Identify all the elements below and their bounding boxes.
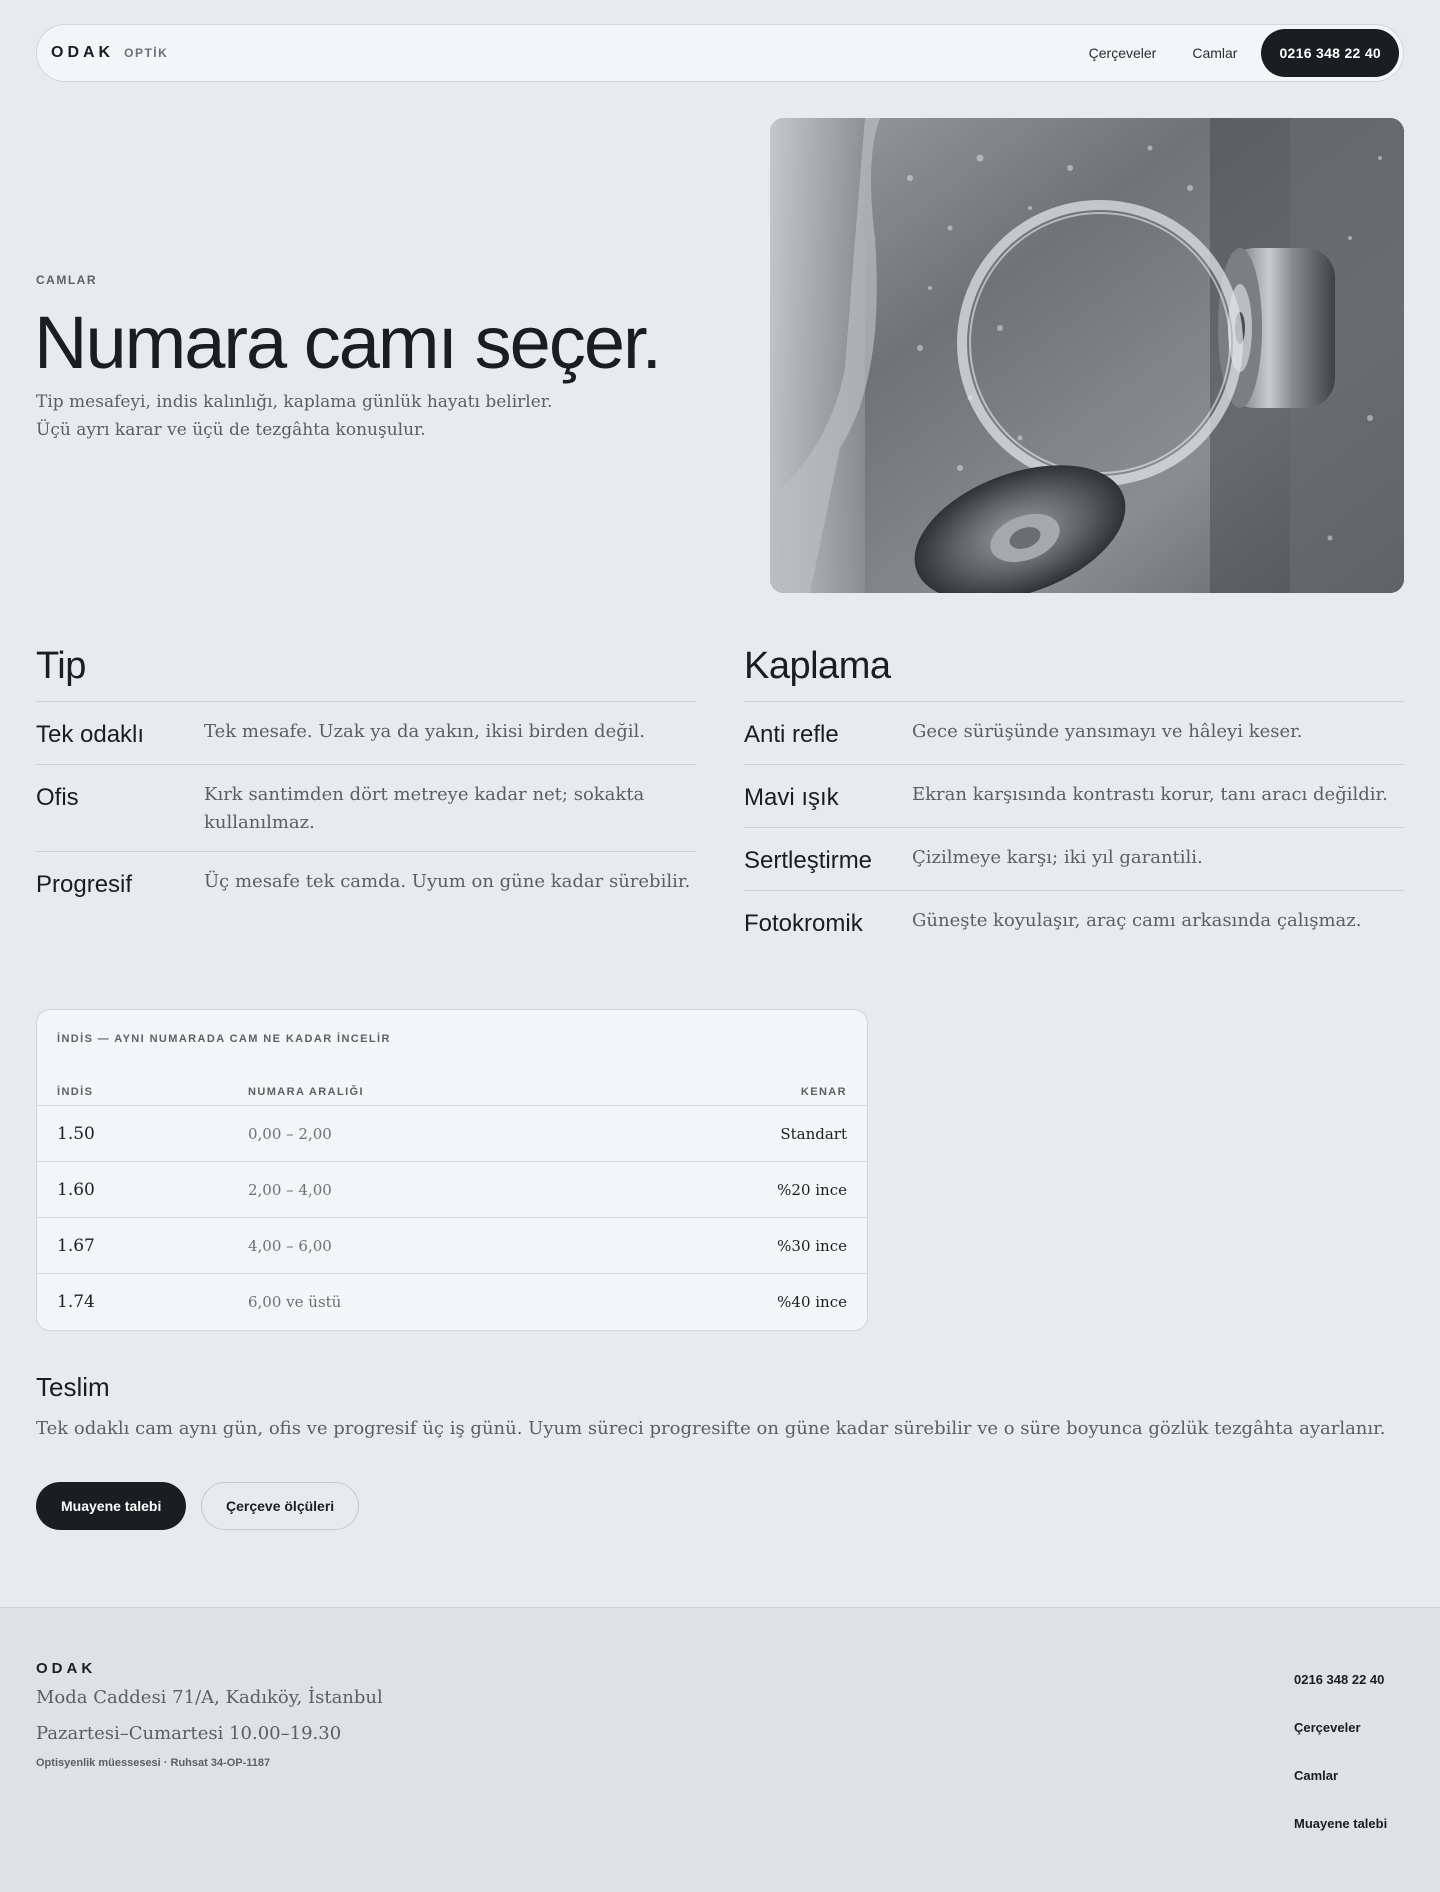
hero-subtitle-line-2: Üçü ayrı karar ve üçü de tezgâhta konuşulur. [36, 420, 426, 440]
footer-link-lenses[interactable]: Camlar [1294, 1768, 1339, 1783]
coating-row [744, 890, 1404, 953]
lens-type-row [36, 851, 696, 914]
cell-edge: %20 ince [777, 1181, 847, 1199]
nav-link-lenses[interactable]: Camlar [1192, 45, 1238, 61]
lens-type-row [36, 701, 696, 764]
lens-type-name: Progresif [36, 871, 133, 898]
cell-range: 4,00 – 6,00 [248, 1237, 332, 1255]
exam-request-button[interactable]: Muayene talebi [36, 1482, 186, 1530]
footer-link-frames[interactable]: Çerçeveler [1294, 1720, 1361, 1735]
footer-link-exam-request[interactable]: Muayene talebi [1294, 1816, 1388, 1831]
coating-desc: Güneşte koyulaşır, araç camı arkasında çalışmaz. [912, 910, 1362, 931]
column-header-index: İNDİS [57, 1086, 94, 1098]
table-row [37, 1217, 867, 1273]
lens-type-section [36, 637, 696, 914]
coating-name: Anti refle [744, 721, 839, 748]
nav-link-frames[interactable]: Çerçeveler [1088, 45, 1157, 61]
footer-hours: Pazartesi–Cumartesi 10.00–19.30 [36, 1723, 342, 1744]
delivery-text: Tek odaklı cam aynı gün, ofis ve progresif üç iş günü. Uyum süreci progresifte on güne kadar sürebilir ve o süre boyunca gözlük tezgâhta ayarlanır. [36, 1418, 1386, 1439]
delivery-title: Teslim [36, 1372, 110, 1402]
cell-range: 2,00 – 4,00 [248, 1181, 332, 1199]
table-row [37, 1273, 867, 1329]
brand-logo[interactable]: ODAK [51, 44, 115, 61]
footer [0, 1607, 1440, 1892]
lens-edging-machine-photo [770, 118, 1404, 593]
coating-desc: Gece sürüşünde yansımayı ve hâleyi keser. [912, 721, 1303, 742]
coating-name: Sertleştirme [744, 847, 873, 874]
cell-edge: %40 ince [777, 1293, 847, 1311]
page-title: Numara camı seçer. [34, 301, 661, 384]
coating-section [744, 637, 1404, 953]
hero-eyebrow: CAMLAR [36, 273, 97, 287]
coating-name: Fotokromik [744, 910, 863, 937]
hero-subtitle [36, 388, 676, 444]
brand-subtitle: OPTİK [124, 46, 169, 60]
table-row [37, 1161, 867, 1217]
cell-range: 0,00 – 2,00 [248, 1125, 332, 1143]
lens-type-title: Tip [36, 645, 86, 687]
lens-type-desc: Üç mesafe tek camda. Uyum on güne kadar sürebilir. [204, 871, 691, 892]
coating-name: Mavi ışık [744, 784, 839, 811]
lens-type-name: Tek odaklı [36, 721, 145, 748]
footer-link-phone[interactable]: 0216 348 22 40 [1294, 1672, 1385, 1687]
footer-nav [1294, 1670, 1404, 1862]
lens-type-name: Ofis [36, 784, 79, 811]
lens-type-desc: Kırk santimden dört metreye kadar net; sokakta kullanılmaz. [204, 784, 645, 833]
lens-type-desc: Tek mesafe. Uzak ya da yakın, ikisi birden değil. [204, 721, 645, 742]
phone-button[interactable]: 0216 348 22 40 [1261, 29, 1399, 77]
top-nav [36, 24, 1404, 82]
frame-measurements-button[interactable]: Çerçeve ölçüleri [201, 1482, 359, 1530]
footer-address: Moda Caddesi 71/A, Kadıköy, İstanbul [36, 1687, 383, 1708]
footer-license: Optisyenlik müessesesi · Ruhsat 34-OP-1187 [36, 1757, 271, 1769]
coating-desc: Ekran karşısında kontrastı korur, tanı aracı değildir. [912, 784, 1388, 805]
coating-row [744, 827, 1404, 890]
coating-desc: Çizilmeye karşı; iki yıl garantili. [912, 847, 1203, 868]
hero-subtitle-line-1: Tip mesafeyi, indis kalınlığı, kaplama günlük hayatı belirler. [36, 392, 553, 412]
cell-index: 1.50 [57, 1124, 95, 1144]
cell-index: 1.74 [57, 1292, 95, 1312]
index-table [36, 1009, 868, 1331]
cell-index: 1.60 [57, 1180, 95, 1200]
column-header-range: NUMARA ARALIĞI [248, 1086, 364, 1098]
column-header-edge: KENAR [800, 1086, 847, 1098]
index-table-caption: İNDİS — AYNI NUMARADA CAM NE KADAR İNCELİR [57, 1033, 391, 1045]
footer-brand: ODAK [36, 1660, 97, 1677]
coating-row [744, 701, 1404, 764]
coating-row [744, 764, 1404, 827]
cell-edge: %30 ince [777, 1237, 847, 1255]
table-row [37, 1105, 867, 1161]
cell-edge: Standart [780, 1125, 847, 1143]
coating-title: Kaplama [744, 645, 891, 687]
cell-index: 1.67 [57, 1236, 95, 1256]
cell-range: 6,00 ve üstü [248, 1293, 342, 1311]
lens-type-row [36, 764, 696, 851]
